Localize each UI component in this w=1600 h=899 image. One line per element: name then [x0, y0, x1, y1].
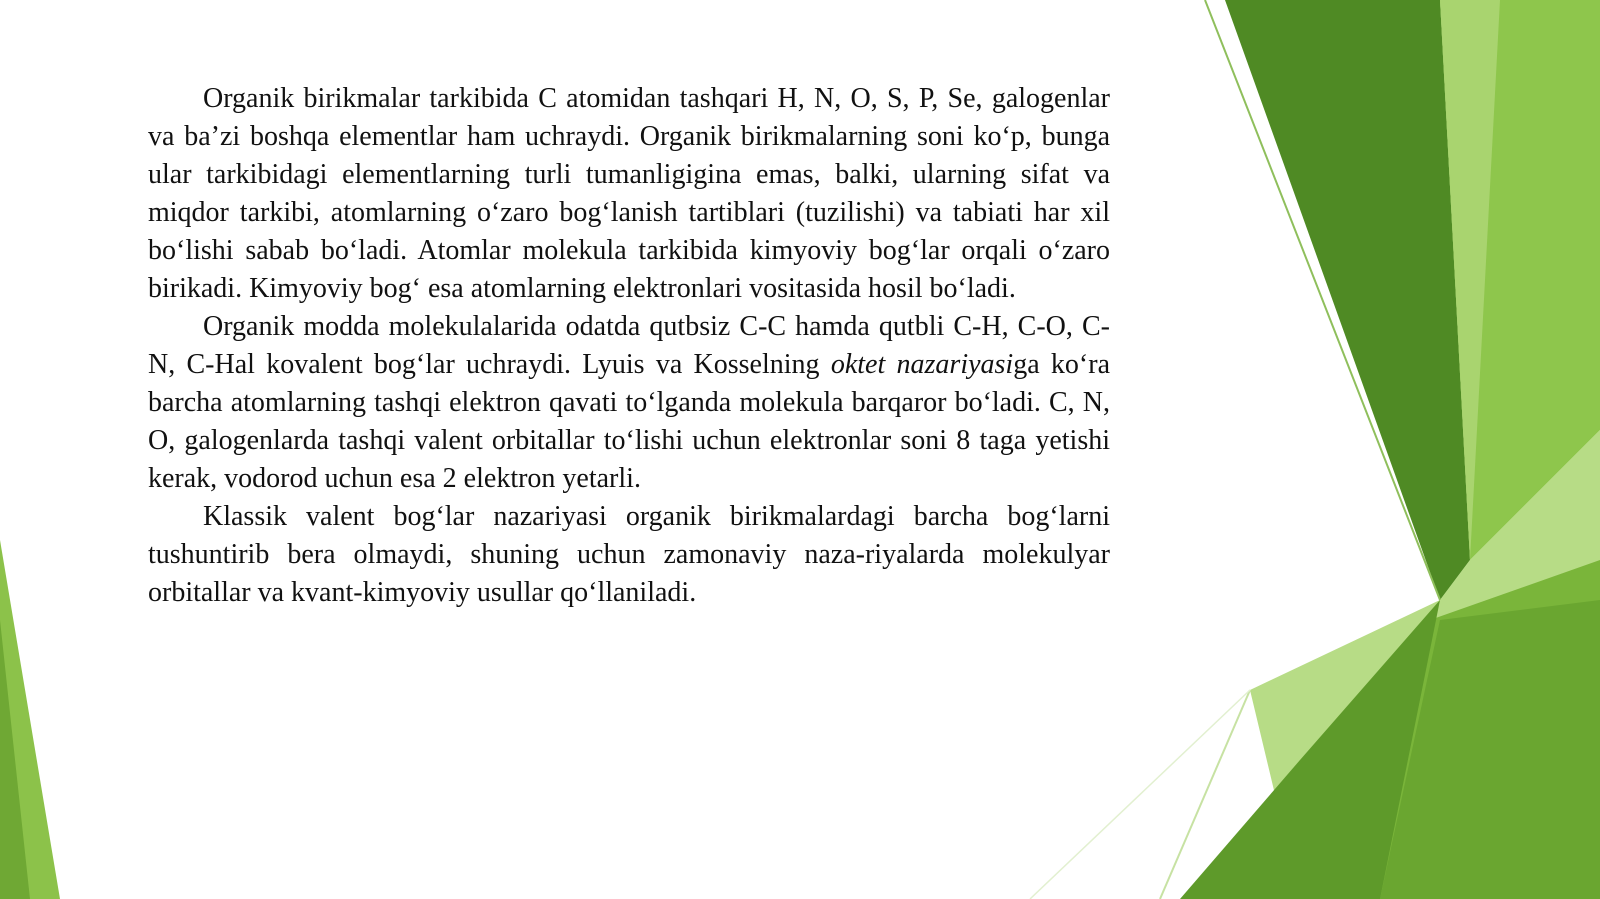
right-facet-dark-top: [1225, 0, 1470, 600]
body-text: [148, 80, 1110, 612]
paragraph-2: [148, 308, 1110, 498]
paragraph-1: [148, 80, 1110, 308]
paragraph-2-italic-term: oktet nazariyasi: [830, 349, 1014, 380]
paragraph-2-text-before: Organik modda molekulalarida odatda qutbsiz C-C hamda qutbli C-H, C-O, C-N, C-Hal kovalent bog‘lar uchraydi. Lyuis va Kosselning: [148, 311, 1110, 380]
paragraph-1-text: Organik birikmalar tarkibida C atomidan tashqari H, N, O, S, P, Se, galogenlar va ba’zi boshqa elementlar ham uchraydi. Organik birikmalarning soni ko‘p, bunga ular tarkibidagi elementlarning turli tumanligigina emas, balki, ularning sifat va miqdor tarkibi, atomlarning o‘zaro bog‘lanish tartiblari (tuzilishi) va tabiati har xil bo‘lishi sabab bo‘ladi. Atomlar molekula tarkibida kimyoviy bog‘lar orqali o‘zaro birikadi. Kimyoviy bog‘ esa atomlarning elektronlari vositasida hosil bo‘ladi.: [148, 83, 1110, 304]
paragraph-3-text: Klassik valent bog‘lar nazariyasi organik birikmalardagi barcha bog‘larni tushuntirib bera olmaydi, shuning uchun zamonaviy naza-riyalarda molekulyar orbitallar va kvant-kimyoviy usullar qo‘llaniladi.: [148, 501, 1110, 608]
paragraph-3: [148, 498, 1110, 612]
paragraph-2-text-after: ga ko‘ra barcha atomlarning tashqi elektron qavati to‘lganda molekula barqaror bo‘ladi. C, N, O, galogenlarda tashqi valent orbitallar to‘lishi uchun elektronlar soni 8 taga yetishi kerak, vodorod uchun esa 2 elektron yetarli.: [148, 349, 1110, 494]
